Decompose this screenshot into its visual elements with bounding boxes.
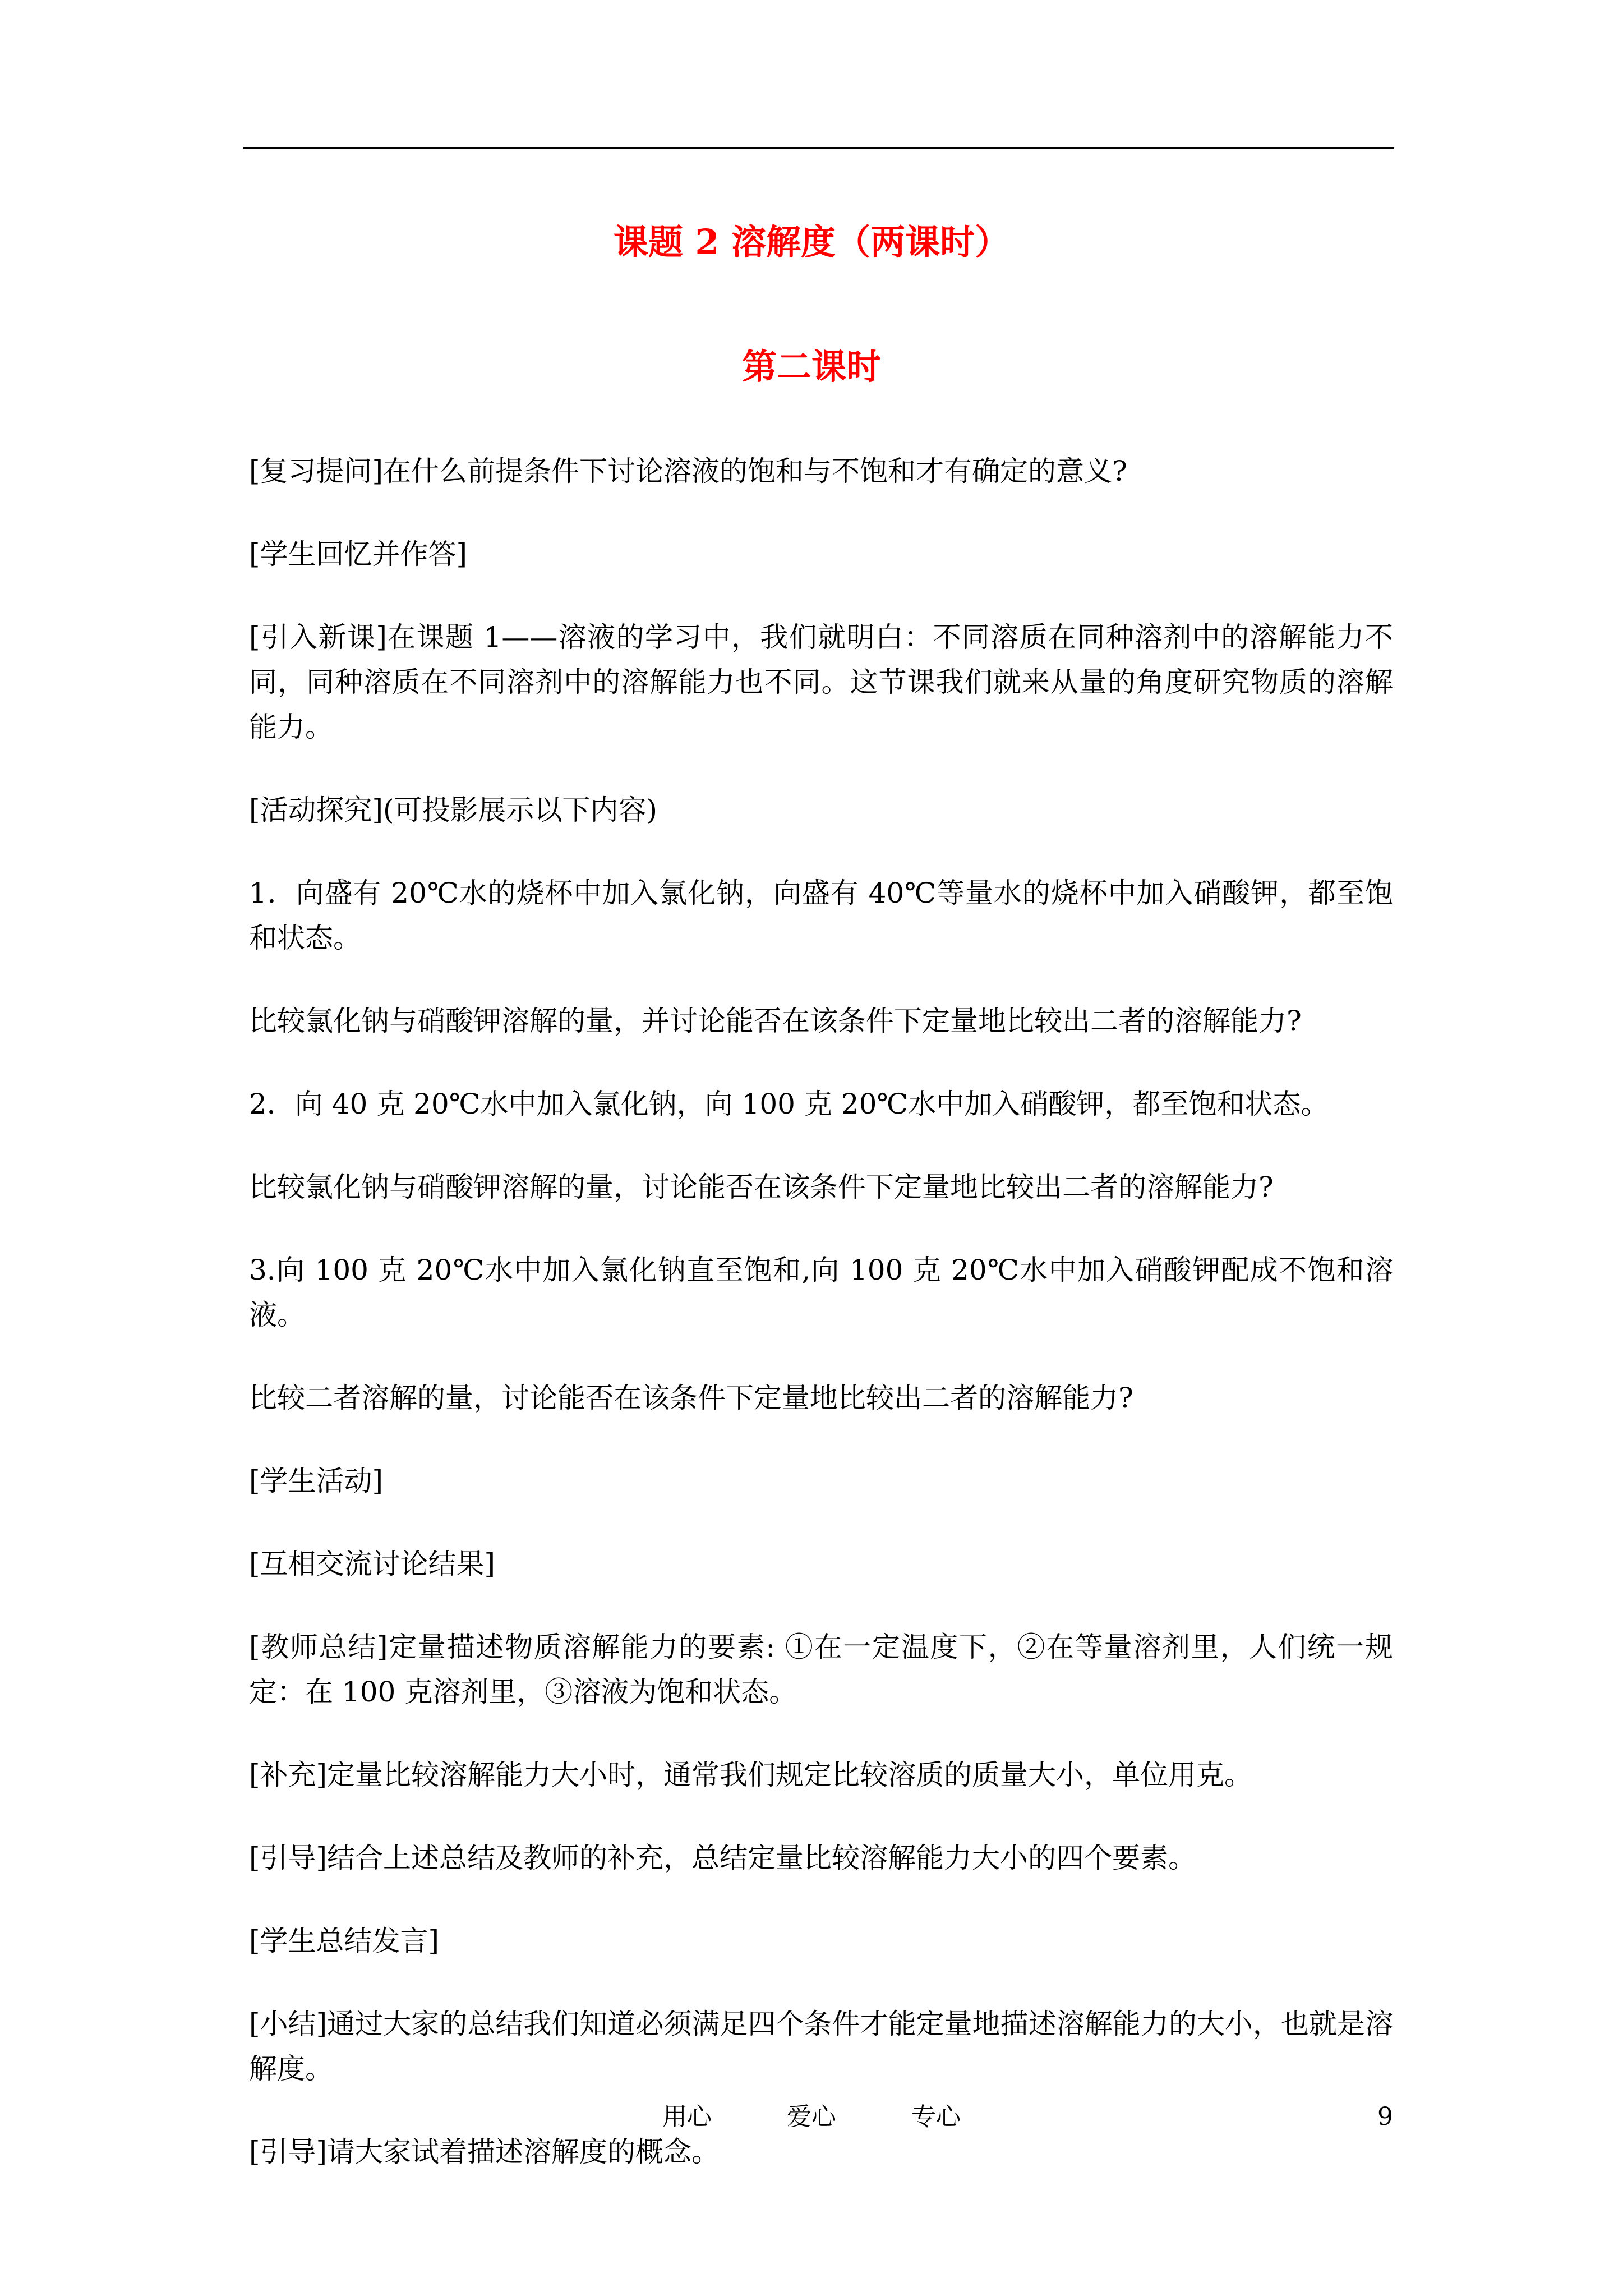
header-rule (243, 147, 1394, 149)
paragraph-supplement: [补充]定量比较溶解能力大小时，通常我们规定比较溶质的质量大小，单位用克。 (249, 1759, 1253, 1791)
paragraph-student-activity: [学生活动] (249, 1465, 384, 1497)
paragraph-guide-1: [引导]结合上述总结及教师的补充，总结定量比较溶解能力大小的四个要素。 (249, 1842, 1197, 1874)
page-number: 9 (1377, 2102, 1393, 2131)
footer-motto-item: 用心 (662, 2102, 712, 2131)
paragraph-student-summary: [学生总结发言] (249, 1925, 440, 1957)
paragraph-teacher-summary: [教师总结]定量描述物质溶解能力的要素: ①在一定温度下，②在等量溶剂里，人们统一规定：在 100 克溶剂里，③溶液为饱和状态。 (249, 1631, 1393, 1708)
paragraph-discussion: [互相交流讨论结果] (249, 1548, 496, 1580)
paragraph-review-question: [复习提问]在什么前提条件下讨论溶液的饱和与不饱和才有确定的意义? (249, 455, 1127, 487)
paragraph-compare-3: 比较二者溶解的量，讨论能否在该条件下定量地比较出二者的溶解能力? (249, 1382, 1133, 1414)
footer-motto-item: 专心 (911, 2102, 961, 2131)
page-footer (0, 2100, 1623, 2134)
page-subtitle: 第二课时 (741, 346, 881, 387)
paragraph-guide-2: [引导]请大家试着描述溶解度的概念。 (249, 2136, 720, 2168)
paragraph-conclusion: [小结]通过大家的总结我们知道必须满足四个条件才能定量地描述溶解能力的大小，也就是溶解度。 (249, 2008, 1393, 2085)
paragraph-student-recall: [学生回忆并作答] (249, 538, 468, 570)
lesson-body (249, 449, 1393, 2212)
page-title: 课题 2 溶解度（两课时） (613, 222, 1010, 263)
paragraph-compare-2: 比较氯化钠与硝酸钾溶解的量，讨论能否在该条件下定量地比较出二者的溶解能力? (249, 1171, 1274, 1203)
paragraph-compare-1: 比较氯化钠与硝酸钾溶解的量，并讨论能否在该条件下定量地比较出二者的溶解能力? (249, 1005, 1302, 1037)
paragraph-experiment-1: 1．向盛有 20℃水的烧杯中加入氯化钠，向盛有 40℃等量水的烧杯中加入硝酸钾，都至饱和状态。 (249, 877, 1393, 954)
paragraph-introduction: [引入新课]在课题 1——溶液的学习中，我们就明白：不同溶质在同种溶剂中的溶解能力不同，同种溶质在不同溶剂中的溶解能力也不同。这节课我们就来从量的角度研究物质的溶解能力。 (249, 621, 1393, 743)
paragraph-experiment-3: 3.向 100 克 20℃水中加入氯化钠直至饱和,向 100 克 20℃水中加入硝酸钾配成不饱和溶液。 (249, 1254, 1393, 1331)
paragraph-experiment-2: 2．向 40 克 20℃水中加入氯化钠，向 100 克 20℃水中加入硝酸钾，都至饱和状态。 (249, 1088, 1329, 1120)
footer-motto-item: 爱心 (787, 2102, 836, 2131)
paragraph-activity: [活动探究](可投影展示以下内容) (249, 794, 658, 826)
